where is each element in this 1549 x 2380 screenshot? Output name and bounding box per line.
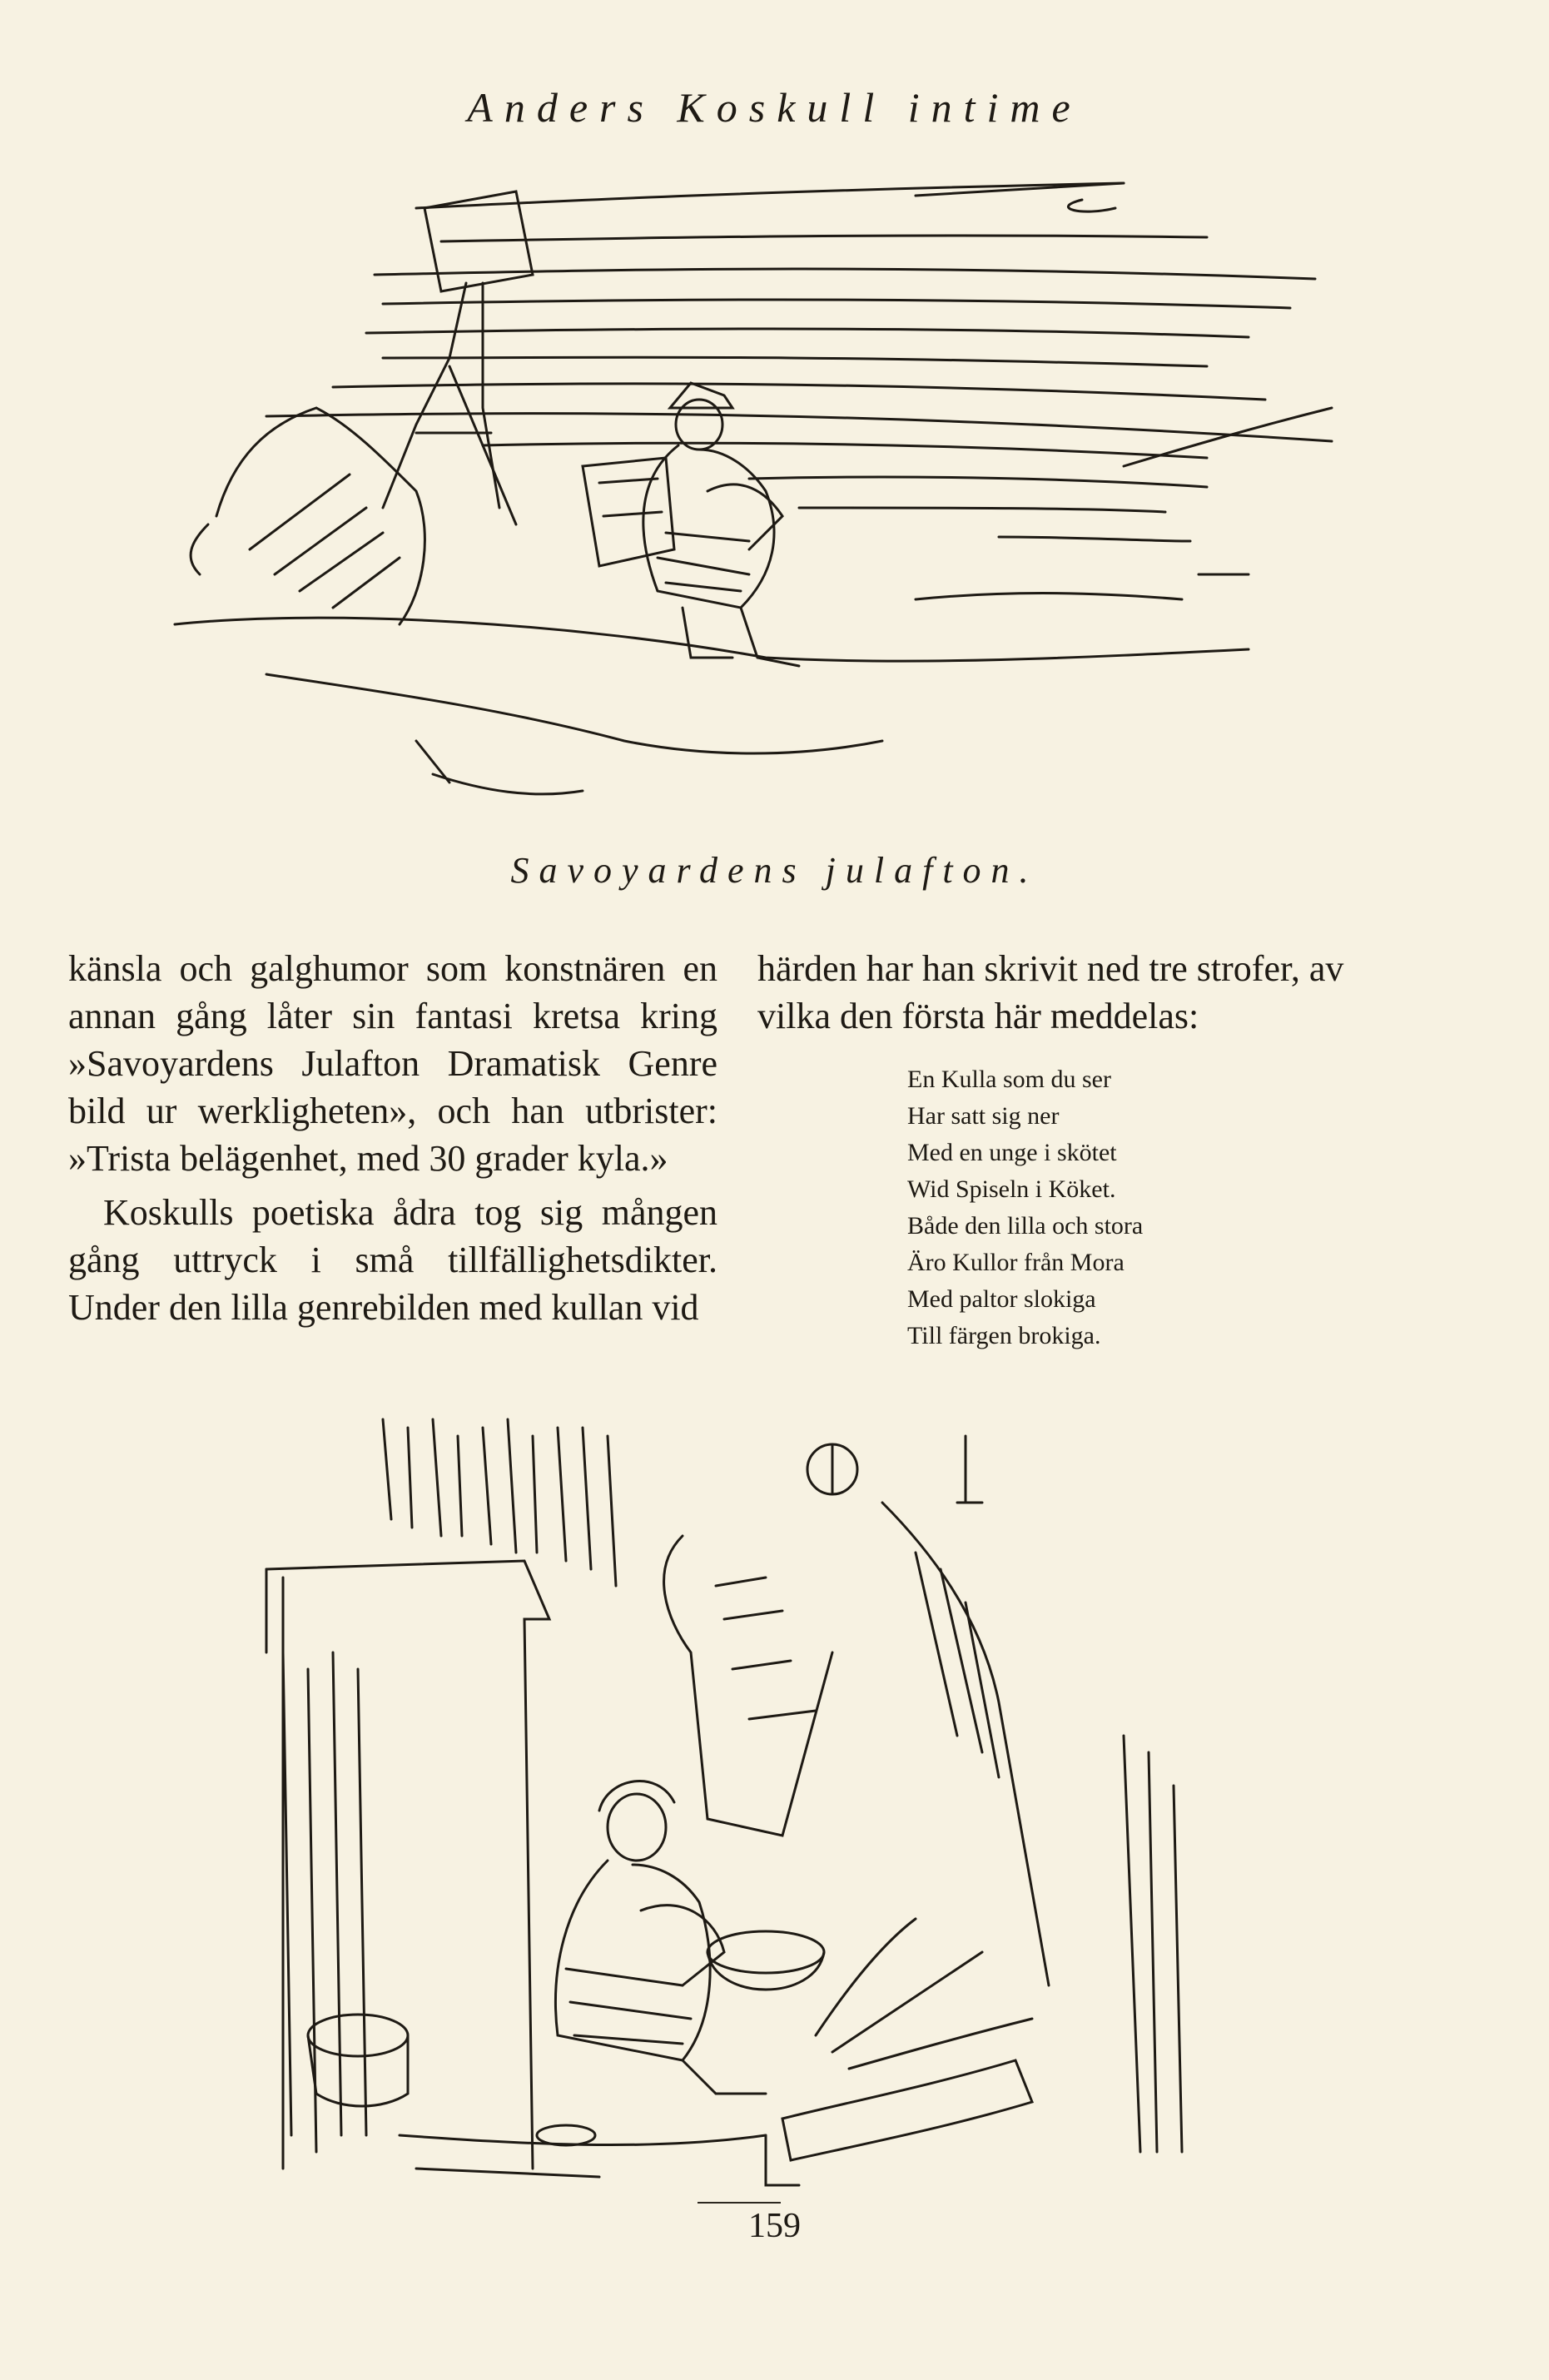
figure-caption: Savoyardens julafton.	[510, 850, 1039, 891]
poem-line: Med en unge i skötet	[907, 1139, 1117, 1166]
folio-rule	[698, 2202, 781, 2204]
illustration-savoyard	[166, 158, 1348, 841]
pen-sketch-kulla-icon	[250, 1403, 1215, 2202]
poem-line: Äro Kullor från Mora	[907, 1249, 1125, 1276]
poem-line: Med paltor slokiga	[907, 1285, 1096, 1313]
poem-line: En Kulla som du ser	[907, 1066, 1111, 1093]
running-head: Anders Koskull intime	[467, 84, 1082, 131]
left-paragraph-1: känsla och galghumor som konstnären en annan gång låter sin fantasi kretsa kring »Savoyardens Julafton Dramatisk Genre bild ur werkligheten», och han utbrister: »Trista belägenhet, med 30 grader kyla.»	[68, 948, 717, 1179]
poem-line: Både den lilla och stora	[907, 1212, 1144, 1240]
pen-sketch-savoyard-icon	[166, 158, 1348, 841]
illustration-kulla-hearth	[250, 1403, 1215, 2202]
right-intro: härden har han skrivit ned tre strofer, av vilka den första här meddelas:	[757, 948, 1344, 1036]
poem	[907, 1061, 1415, 1354]
poem-line: Har satt sig ner	[907, 1102, 1060, 1130]
right-column	[757, 945, 1415, 1354]
poem-line: Wid Spiseln i Köket.	[907, 1175, 1116, 1203]
left-paragraph-2: Koskulls poetiska ådra tog sig mången gång uttryck i små tillfällighetsdikter. Under den lilla genrebilden med kullan vid	[68, 1192, 717, 1328]
page-number: 159	[748, 2207, 801, 2245]
poem-line: Till färgen brokiga.	[907, 1322, 1101, 1349]
left-column	[68, 945, 717, 1331]
